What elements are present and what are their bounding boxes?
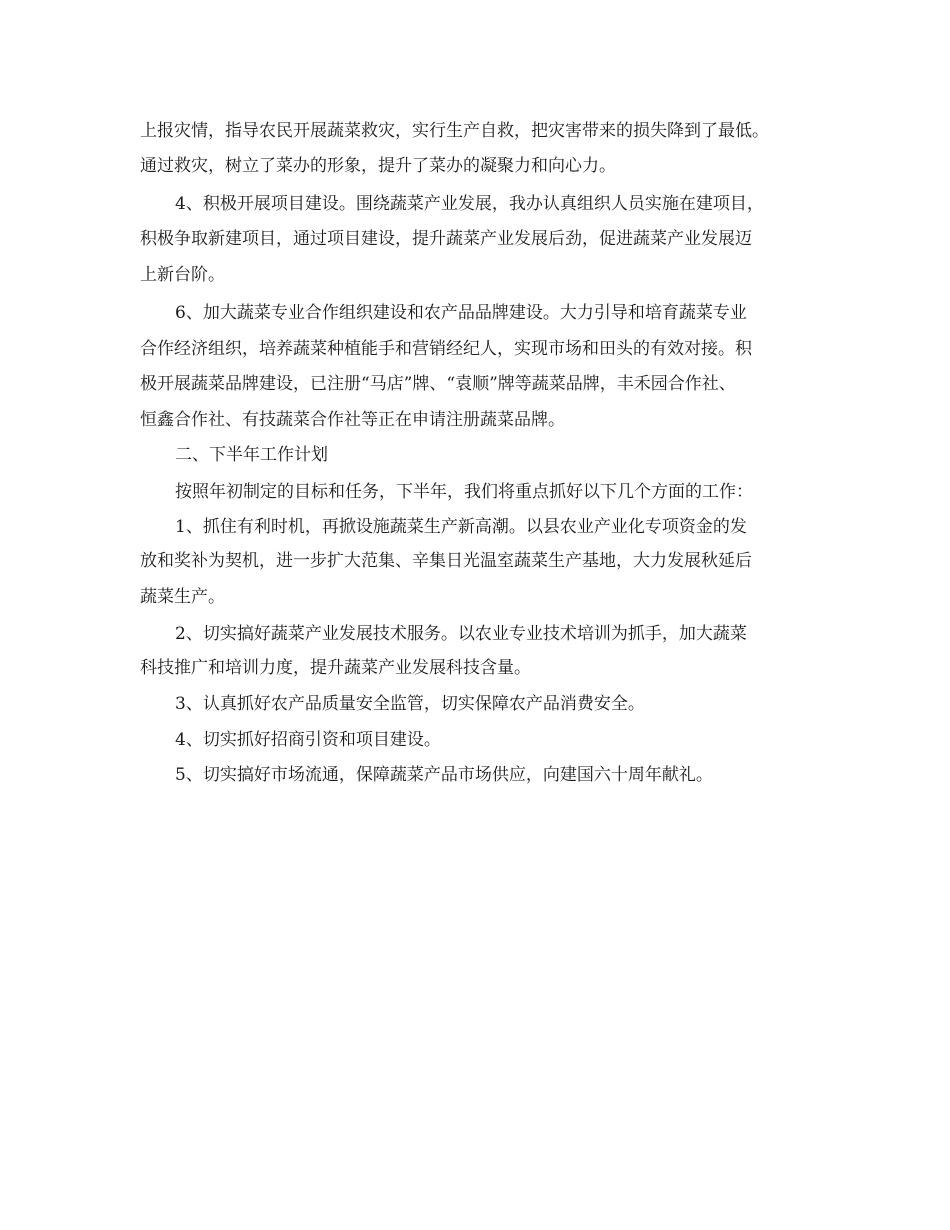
text-line: 5、切实搞好市场流通，保障蔬菜产品市场供应，向建国六十周年献礼。 bbox=[175, 765, 713, 785]
text-line: 按照年初制定的目标和任务，下半年，我们将重点抓好以下几个方面的工作： bbox=[175, 482, 753, 502]
text-line: 恒鑫合作社、有技蔬菜合作社等正在申请注册蔬菜品牌。 bbox=[140, 410, 565, 430]
text-line: 2、切实搞好蔬菜产业发展技术服务。以农业专业技术培训为抓手，加大蔬菜 bbox=[175, 624, 747, 644]
text-line: 极开展蔬菜品牌建设，已注册“马店”牌、“袁顺”牌等蔬菜品牌，丰禾园合作社、 bbox=[140, 374, 736, 394]
text-line: 上报灾情，指导农民开展蔬菜救灾，实行生产自救，把灾害带来的损失降到了最低。 bbox=[140, 121, 769, 141]
text-line: 4、切实抓好招商引资和项目建设。 bbox=[175, 730, 441, 750]
text-line: 上新台阶。 bbox=[140, 265, 225, 285]
text-line: 1、抓住有利时机，再掀设施蔬菜生产新高潮。以县农业产业化专项资金的发 bbox=[175, 517, 747, 537]
text-line: 积极争取新建项目，通过项目建设，提升蔬菜产业发展后劲，促进蔬菜产业发展迈 bbox=[140, 229, 752, 249]
text-line: 蔬菜生产。 bbox=[140, 587, 225, 607]
text-line: 6、加大蔬菜专业合作组织建设和农产品品牌建设。大力引导和培育蔬菜专业 bbox=[175, 303, 747, 323]
text-line: 放和奖补为契机，进一步扩大范集、辛集日光温室蔬菜生产基地，大力发展秋延后 bbox=[140, 551, 752, 571]
text-line: 科技推广和培训力度，提升蔬菜产业发展科技含量。 bbox=[140, 658, 531, 678]
section-heading: 二、下半年工作计划 bbox=[175, 445, 328, 465]
text-line: 4、积极开展项目建设。围绕蔬菜产业发展，我办认真组织人员实施在建项目， bbox=[175, 194, 764, 214]
text-line: 通过救灾，树立了菜办的形象，提升了菜办的凝聚力和向心力。 bbox=[140, 156, 616, 176]
text-line: 3、认真抓好农产品质量安全监管，切实保障农产品消费安全。 bbox=[175, 694, 645, 714]
text-line: 合作经济组织，培养蔬菜种植能手和营销经纪人，实现市场和田头的有效对接。积 bbox=[140, 339, 752, 359]
